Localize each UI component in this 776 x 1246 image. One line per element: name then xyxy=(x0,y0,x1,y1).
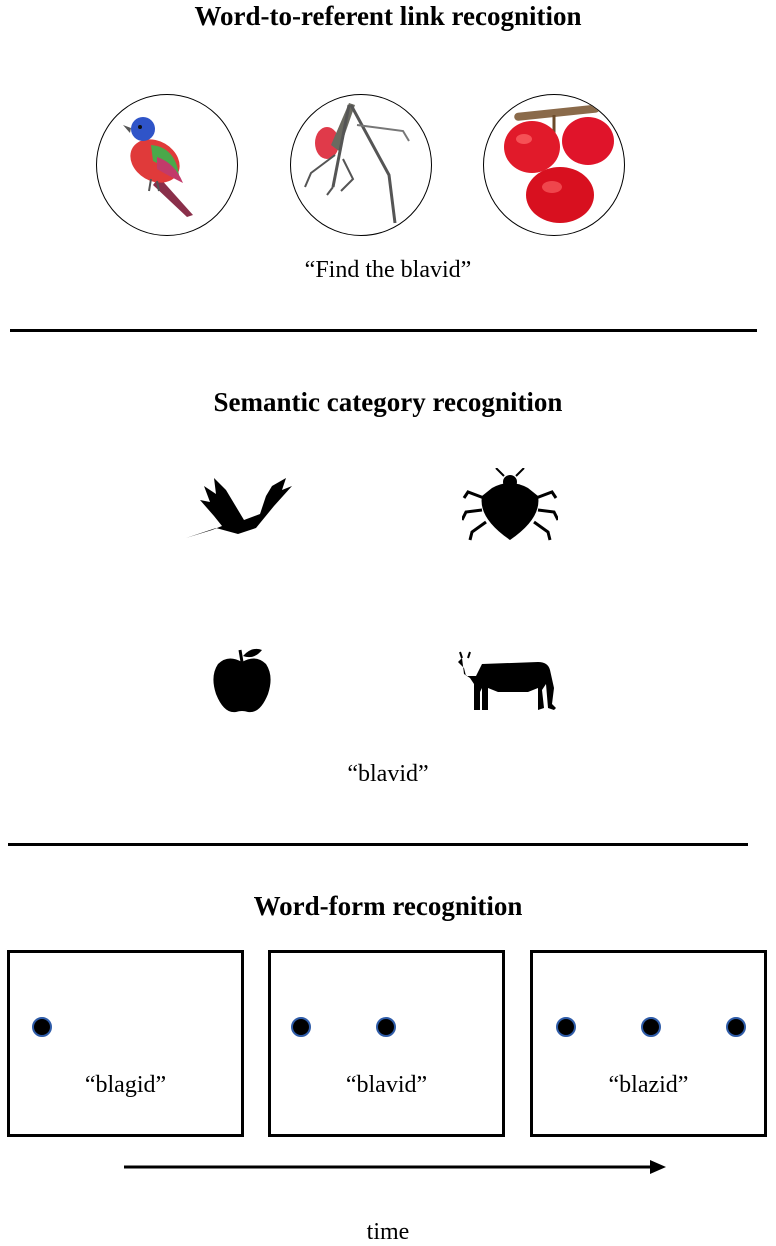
section2-title: Semantic category recognition xyxy=(213,387,563,417)
time-label: time xyxy=(366,1219,410,1245)
panel-word: “blazid” xyxy=(608,1072,689,1098)
fruit-photo xyxy=(483,94,625,236)
cow-silhouette-icon xyxy=(458,648,558,712)
dot xyxy=(556,1017,576,1037)
divider-1 xyxy=(10,329,757,332)
panel-3 xyxy=(530,950,767,1137)
section3-title: Word-form recognition xyxy=(253,891,523,921)
dot xyxy=(32,1017,52,1037)
panel-word: “blagid” xyxy=(84,1072,167,1098)
section1-prompt: “Find the blavid” xyxy=(304,257,472,283)
bug-silhouette-icon xyxy=(462,468,558,544)
apple-silhouette-icon xyxy=(210,646,274,714)
insect-photo xyxy=(290,94,432,236)
section1-title: Word-to-referent link recognition xyxy=(194,1,582,31)
bird-photo xyxy=(96,94,238,236)
divider-2 xyxy=(8,843,748,846)
dot xyxy=(376,1017,396,1037)
panel-2 xyxy=(268,950,505,1137)
dot xyxy=(726,1017,746,1037)
panel-1 xyxy=(7,950,244,1137)
bird-silhouette-icon xyxy=(186,476,294,542)
section2-prompt: “blavid” xyxy=(347,761,429,787)
dot xyxy=(291,1017,311,1037)
panel-word: “blavid” xyxy=(345,1072,428,1098)
dot xyxy=(641,1017,661,1037)
time-arrow xyxy=(124,1158,668,1176)
